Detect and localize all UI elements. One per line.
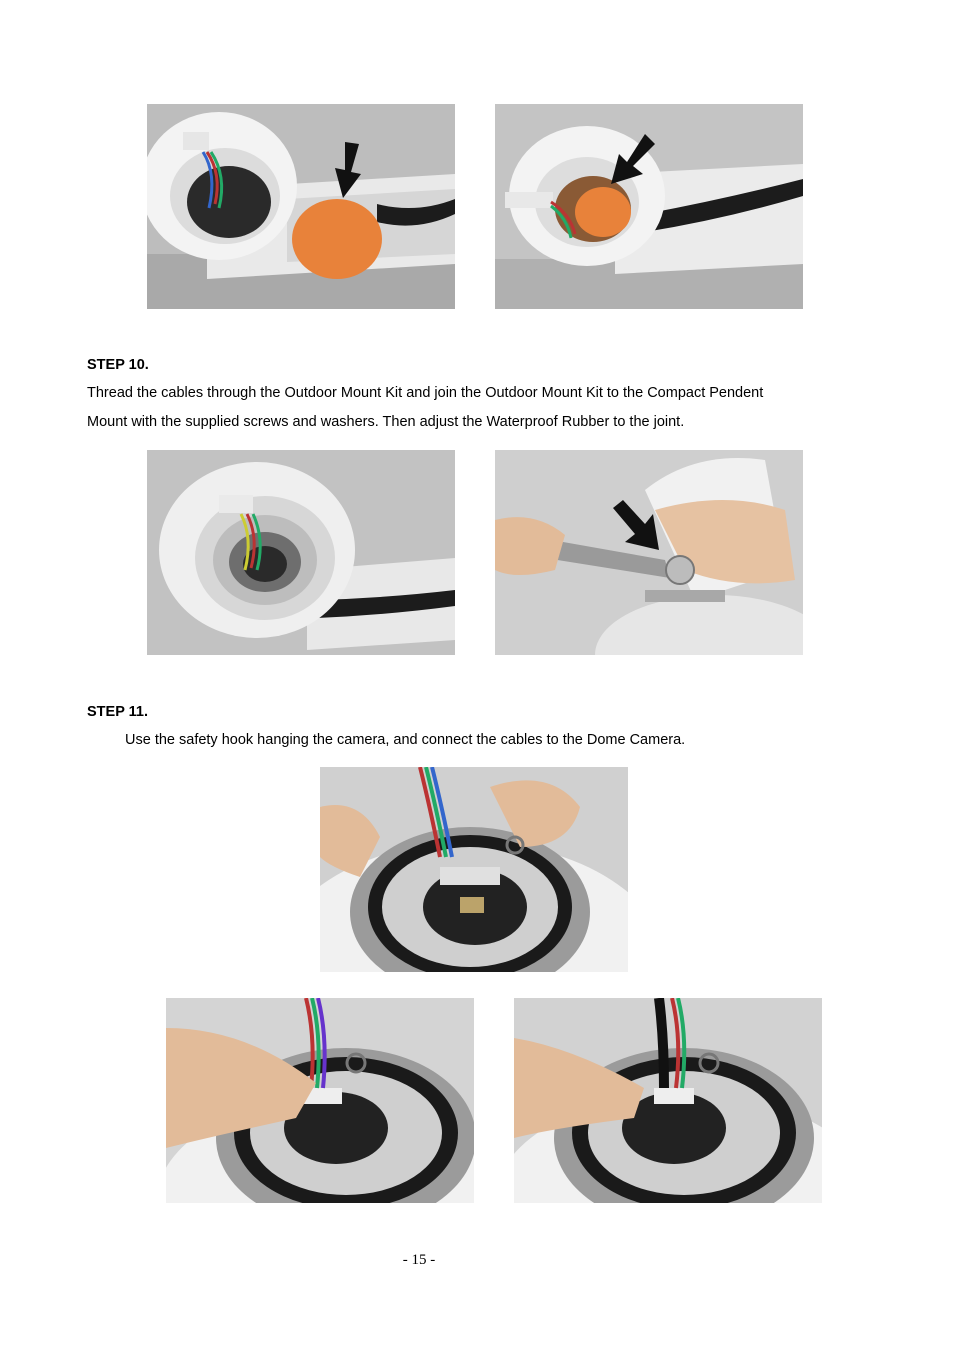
step-11-title: STEP 11. (87, 704, 148, 720)
step-11-text: Use the safety hook hanging the camera, and connect the cables to the Dome Camera. (125, 732, 686, 748)
photo-connect-cable-right (514, 998, 822, 1203)
step-10-line-2: Mount with the supplied screws and washers. Then adjust the Waterproof Rubber to the joint. (87, 414, 685, 430)
photo-mount-sponge-right (495, 104, 803, 309)
photo-safety-hook-center (320, 767, 628, 972)
photo-connect-cable-left (166, 998, 474, 1203)
photo-mount-sponge-left (147, 104, 455, 309)
page-number: - 15 - (402, 1252, 436, 1268)
step-10-line-1: Thread the cables through the Outdoor Mount Kit and join the Outdoor Mount Kit to the Compact Pendent (87, 385, 764, 401)
photo-mount-kit-joined (147, 450, 455, 655)
step-10-title: STEP 10. (87, 357, 149, 373)
photo-wrench-tightening (495, 450, 803, 655)
